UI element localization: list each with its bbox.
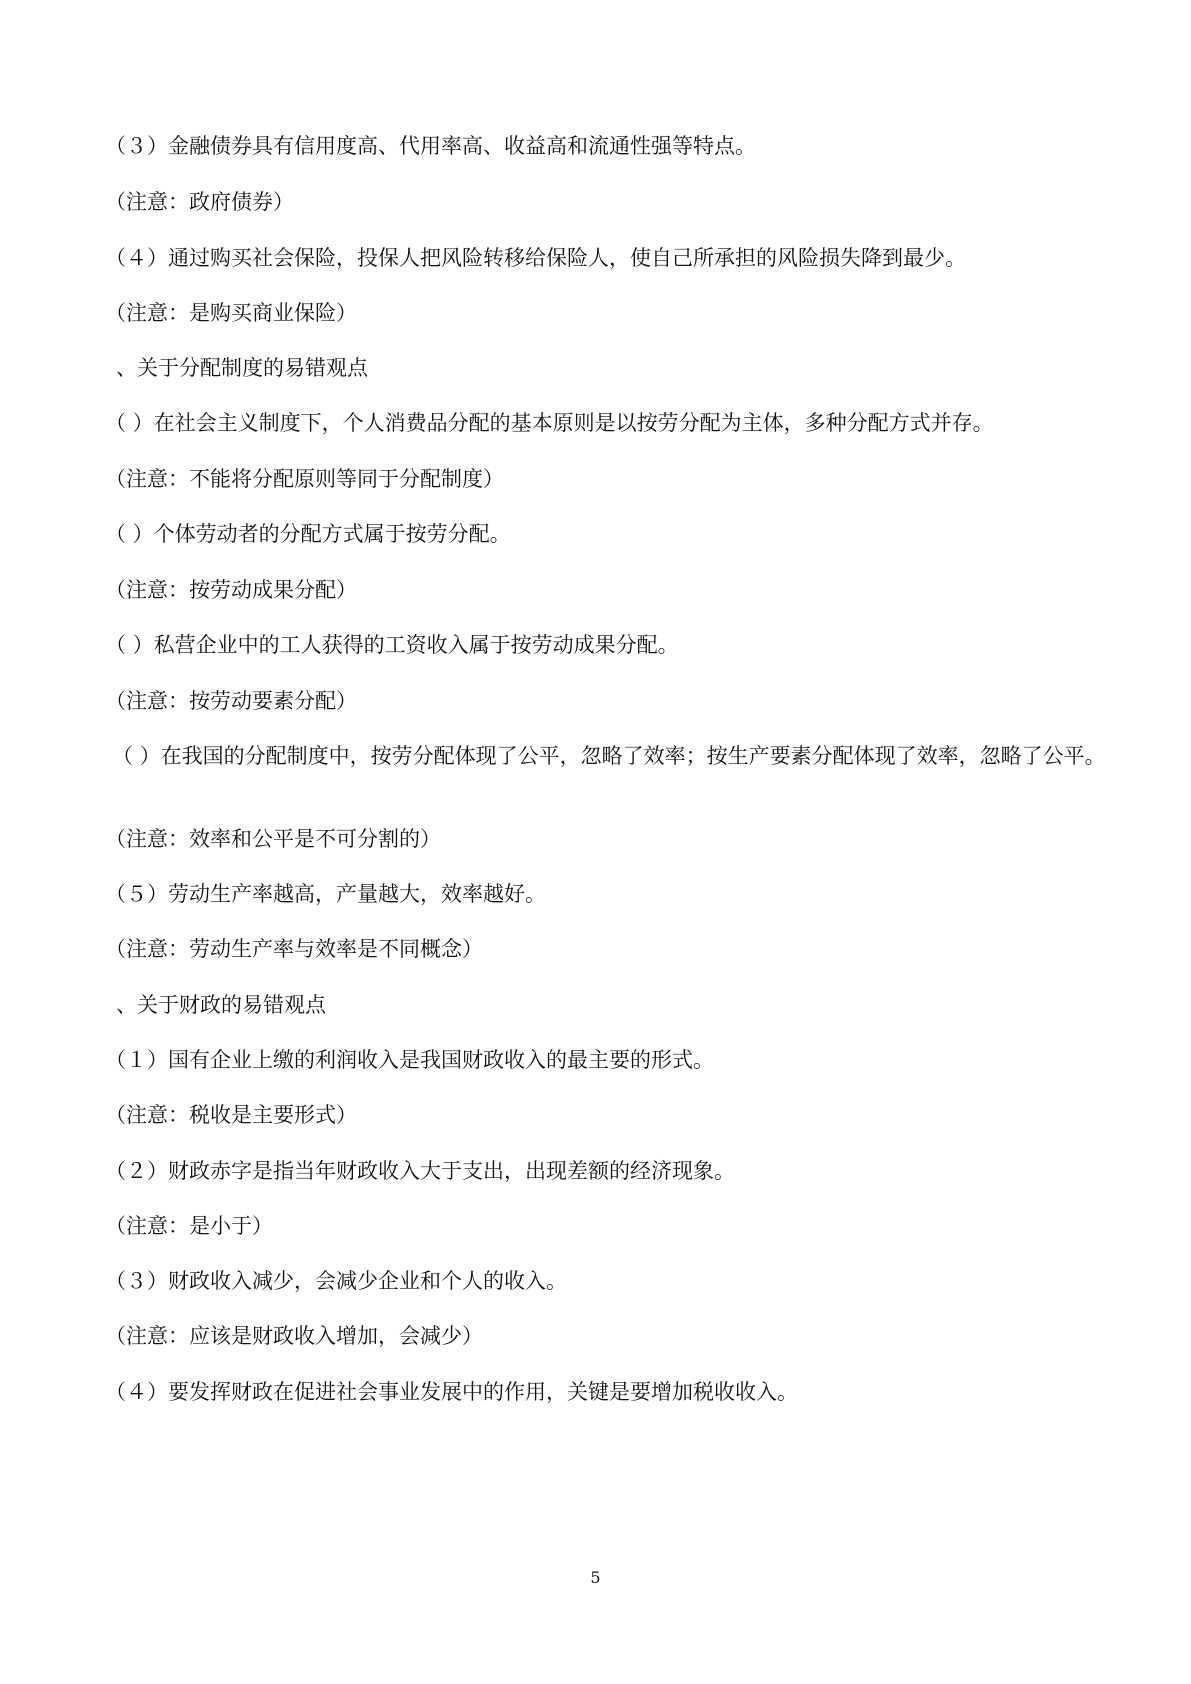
- note-government-bonds: （注意：政府债券）: [105, 190, 294, 214]
- note-fiscal-revenue-increase: （注意：应该是财政收入增加，会减少）: [105, 1324, 483, 1348]
- note-labor-factor: （注意：按劳动要素分配）: [105, 689, 357, 713]
- note-labor-results: （注意：按劳动成果分配）: [105, 578, 357, 602]
- item-fairness-efficiency: （ ）在我国的分配制度中，按劳分配体现了公平，忽略了效率；按生产要素分配体现了效率，忽略了公平。: [112, 744, 1106, 768]
- item-financial-bonds: （３）金融债券具有信用度高、代用率高、收益高和流通性强等特点。: [105, 134, 756, 158]
- section-heading-distribution: 、关于分配制度的易错观点: [116, 356, 368, 380]
- item-distribution-principle: （ ）在社会主义制度下，个人消费品分配的基本原则是以按劳分配为主体，多种分配方式并存。: [105, 411, 994, 435]
- note-commercial-insurance: （注意：是购买商业保险）: [105, 301, 357, 325]
- note-taxation: （注意：税收是主要形式）: [105, 1103, 357, 1127]
- note-fairness-efficiency: （注意：效率和公平是不可分割的）: [105, 827, 441, 851]
- page-number: 5: [590, 1568, 601, 1587]
- item-fiscal-deficit: （２）财政赤字是指当年财政收入大于支出，出现差额的经济现象。: [105, 1159, 735, 1183]
- item-social-development-role: （４）要发挥财政在促进社会事业发展中的作用，关键是要增加税收收入。: [105, 1380, 798, 1404]
- item-state-enterprise-profits: （１）国有企业上缴的利润收入是我国财政收入的最主要的形式。: [105, 1048, 714, 1072]
- item-private-enterprise-wages: （ ）私营企业中的工人获得的工资收入属于按劳动成果分配。: [105, 633, 679, 657]
- note-labor-productivity: （注意：劳动生产率与效率是不同概念）: [105, 937, 483, 961]
- note-distribution-principle: （注意：不能将分配原则等同于分配制度）: [105, 467, 504, 491]
- section-heading-finance: 、关于财政的易错观点: [116, 993, 326, 1017]
- item-individual-laborers: （ ）个体劳动者的分配方式属于按劳分配。: [105, 522, 511, 546]
- note-fiscal-deficit: （注意：是小于）: [105, 1214, 273, 1238]
- item-labor-productivity: （５）劳动生产率越高，产量越大，效率越好。: [105, 882, 546, 906]
- item-fiscal-revenue-decrease: （３）财政收入减少，会减少企业和个人的收入。: [105, 1269, 567, 1293]
- item-social-insurance: （４）通过购买社会保险，投保人把风险转移给保险人，使自己所承担的风险损失降到最少。: [105, 246, 966, 270]
